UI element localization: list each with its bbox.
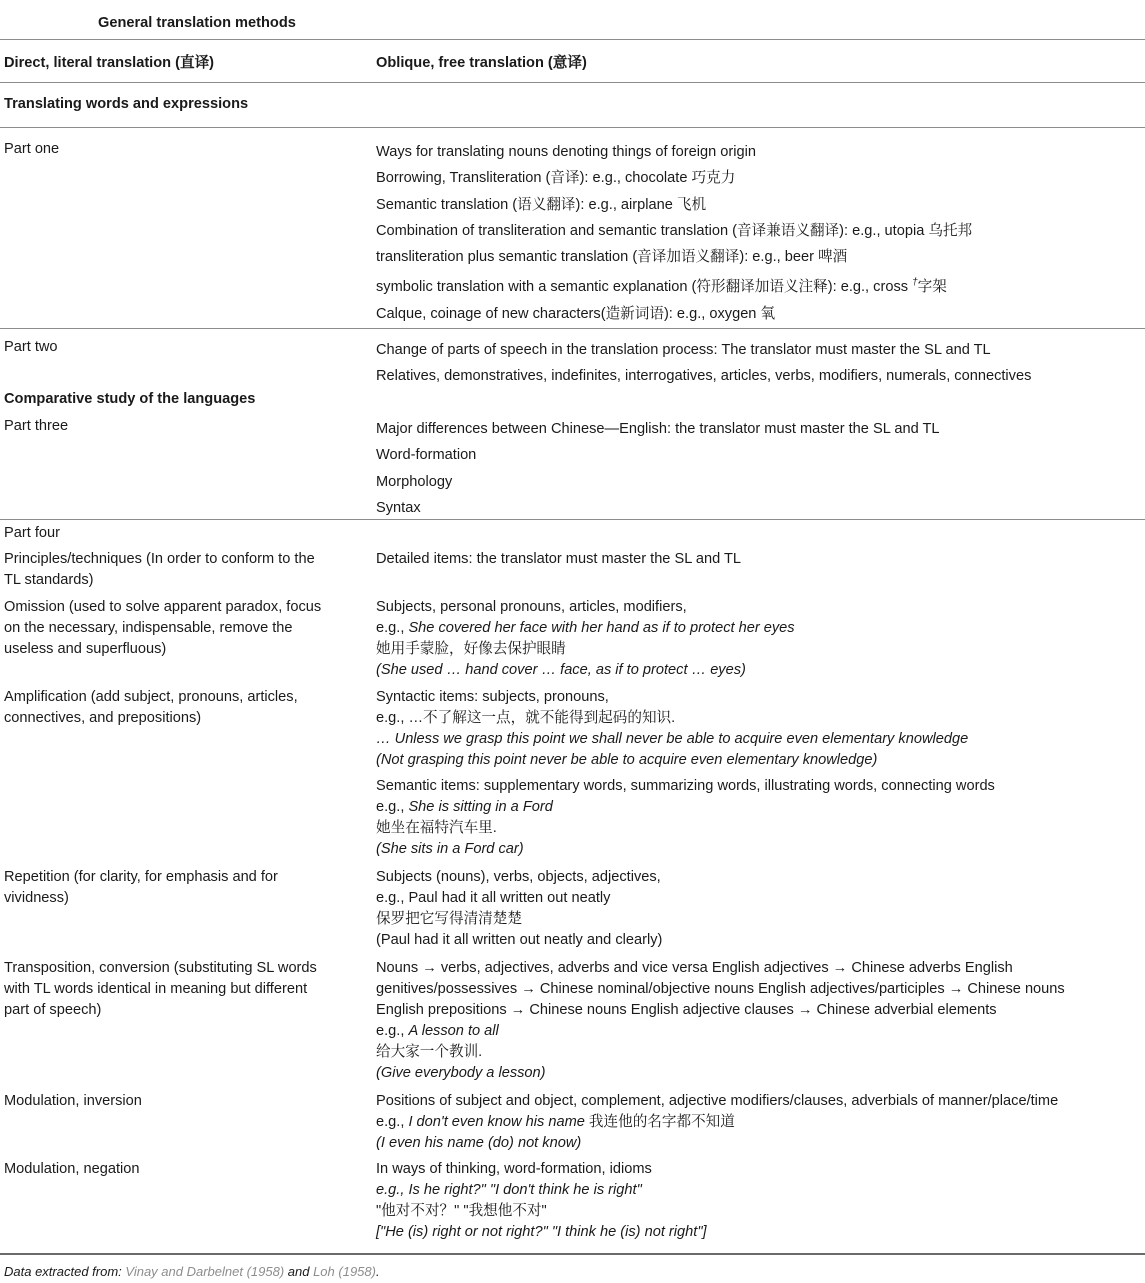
divider [0, 39, 1145, 40]
example-english: She covered her face with her hand as if to protect her eyes [408, 620, 795, 636]
section-translating-words: Translating words and expressions [4, 96, 249, 112]
row-content [376, 416, 1136, 521]
row-label: Modulation, inversion [4, 1093, 142, 1109]
row-line: Semantic items: supplementary words, summarizing words, illustrating words, connecting words [376, 778, 995, 794]
col-right-header: Oblique, free translation (意译) [376, 55, 587, 71]
row-line [376, 618, 1136, 639]
example-chinese: 她坐在福特汽车里. [376, 820, 497, 836]
example-chinese: 我连他的名字都不知道 [584, 1114, 735, 1130]
example-chinese: "他对不对？" "我想他不对" [376, 1203, 547, 1219]
row-line: Syntactic items: subjects, pronouns, [376, 689, 609, 705]
row-line: Nouns → verbs, adjectives, adverbs and vice versa English adjectives → Chinese adverbs English [376, 960, 1013, 976]
divider [0, 328, 1145, 329]
footnote-and: and [284, 1264, 314, 1279]
row-line: Relatives, demonstratives, indefinites, interrogatives, articles, verbs, modifiers, numerals, connectives [376, 368, 1032, 385]
row-line: transliteration plus semantic translation (音译加语义翻译): e.g., beer 啤酒 [376, 249, 848, 266]
example-gloss: (Paul had it all written out neatly and clearly) [376, 932, 663, 948]
footnote-suffix: . [375, 1264, 380, 1279]
row-line [376, 797, 1136, 818]
footnote-prefix: Data extracted from: [4, 1264, 126, 1279]
row-line: Ways for translating nouns denoting things of foreign origin [376, 144, 756, 160]
row-label: Amplification (add subject, pronouns, articles, connectives, and prepositions) [4, 689, 298, 726]
row-line: Borrowing, Transliteration (音译): e.g., chocolate 巧克力 [376, 170, 736, 187]
row-content [376, 597, 1136, 681]
row-content [376, 958, 1136, 1084]
row-content [376, 549, 1136, 570]
row-content [376, 337, 1136, 390]
row-line-text: e.g., [376, 1023, 409, 1039]
example-english: A lesson to all [408, 1023, 499, 1039]
example-chinese: 保罗把它写得清清楚楚 [376, 911, 522, 927]
top-header: General translation methods [98, 15, 296, 31]
row-line: genitives/possessives → Chinese nominal/objective nouns English adjectives/participles → Chinese nouns [376, 981, 1065, 997]
example-gloss: (She used … hand cover … face, as if to protect … eyes) [376, 662, 746, 678]
divider [0, 127, 1145, 128]
row-label: Part two [4, 339, 58, 355]
footnote [4, 1264, 380, 1279]
row-line: Positions of subject and object, complement, adjective modifiers/clauses, adverbials of manner/place/time [376, 1093, 1059, 1109]
dagger-mark: † [912, 277, 918, 289]
row-line: Calque, coinage of new characters(造新词语): e.g., oxygen 氧 [376, 305, 776, 322]
row-line: Major differences between Chinese—English: the translator must master the SL and TL [376, 421, 940, 437]
example-english: e.g., Is he right?" "I don't think he is right" [376, 1182, 642, 1198]
example-gloss: (She sits in a Ford car) [376, 841, 524, 857]
row-line [376, 270, 1136, 300]
row-line: English prepositions → Chinese nouns English adjective clauses → Chinese adverbial elements [376, 1002, 997, 1018]
row-line: Syntax [376, 499, 421, 516]
row-line: Change of parts of speech in the translation process: The translator must master the SL and TL [376, 342, 991, 358]
row-line: Semantic translation (语义翻译): e.g., airplane 飞机 [376, 196, 707, 213]
row-content [376, 867, 1136, 951]
row-content [376, 1159, 1136, 1243]
row-line-text: e.g., [376, 620, 409, 636]
example-chinese: 给大家一个教训. [376, 1044, 483, 1060]
row-line: In ways of thinking, word-formation, idioms [376, 1161, 652, 1177]
col-left-header: Direct, literal translation (直译) [4, 55, 215, 71]
row-line-text: e.g., [376, 1114, 409, 1130]
row-line: Morphology [376, 473, 453, 490]
divider [0, 519, 1145, 520]
section-comparative-study: Comparative study of the languages [4, 391, 256, 407]
row-label: Modulation, negation [4, 1161, 140, 1177]
row-line: Combination of transliteration and semantic translation (音译兼语义翻译): e.g., utopia 乌托邦 [376, 222, 973, 239]
reference-link-vinay-darbelnet[interactable]: Vinay and Darbelnet (1958) [125, 1264, 285, 1279]
example-gloss: (I even his name (do) not know) [376, 1135, 582, 1151]
row-content [376, 1091, 1136, 1154]
row-line-text: symbolic translation with a semantic explanation (符形翻译加语义注释): e.g., cross [376, 279, 913, 296]
row-line: Subjects, personal pronouns, articles, modifiers, [376, 599, 687, 615]
row-label: Repetition (for clarity, for emphasis and for vividness) [4, 869, 278, 906]
example-english: … Unless we grasp this point we shall never be able to acquire even elementary knowledge [376, 731, 969, 747]
row-label: Part three [4, 418, 69, 434]
row-line: Detailed items: the translator must master the SL and TL [376, 551, 742, 567]
example-gloss: ["He (is) right or not right?" "I think he (is) not right"] [376, 1224, 707, 1240]
row-content [376, 687, 1136, 860]
row-line [376, 1112, 1136, 1133]
row-label: Transposition, conversion (substituting SL words with TL words identical in meaning but different part of speech) [4, 960, 317, 1018]
row-line: Word-formation [376, 447, 477, 464]
example-gloss: (Give everybody a lesson) [376, 1065, 546, 1081]
divider [0, 82, 1145, 83]
row-line: e.g., Paul had it all written out neatly [376, 890, 611, 906]
table-bottom-rule [0, 1253, 1145, 1255]
row-line [376, 1021, 1136, 1042]
row-label: Part one [4, 141, 60, 157]
row-label: Part four [4, 525, 60, 541]
example-gloss: (Not grasping this point never be able to acquire even elementary knowledge) [376, 752, 878, 768]
row-line-text: 字架 [917, 279, 947, 296]
row-label: Principles/techniques (In order to conform to the TL standards) [4, 551, 315, 588]
row-line-text: e.g., [376, 799, 409, 815]
example-chinese: 她用手蒙脸，好像去保护眼睛 [376, 641, 566, 657]
example-english: I don't even know his name [408, 1114, 585, 1130]
example-english: She is sitting in a Ford [408, 799, 553, 815]
reference-link-loh[interactable]: Loh (1958) [313, 1264, 376, 1279]
row-label: Omission (used to solve apparent paradox, focus on the necessary, indispensable, remove the useless and superfluous) [4, 599, 322, 657]
row-content [376, 139, 1136, 327]
row-line: Subjects (nouns), verbs, objects, adjectives, [376, 869, 661, 885]
example-chinese: e.g., …不了解这一点，就不能得到起码的知识. [376, 710, 676, 726]
